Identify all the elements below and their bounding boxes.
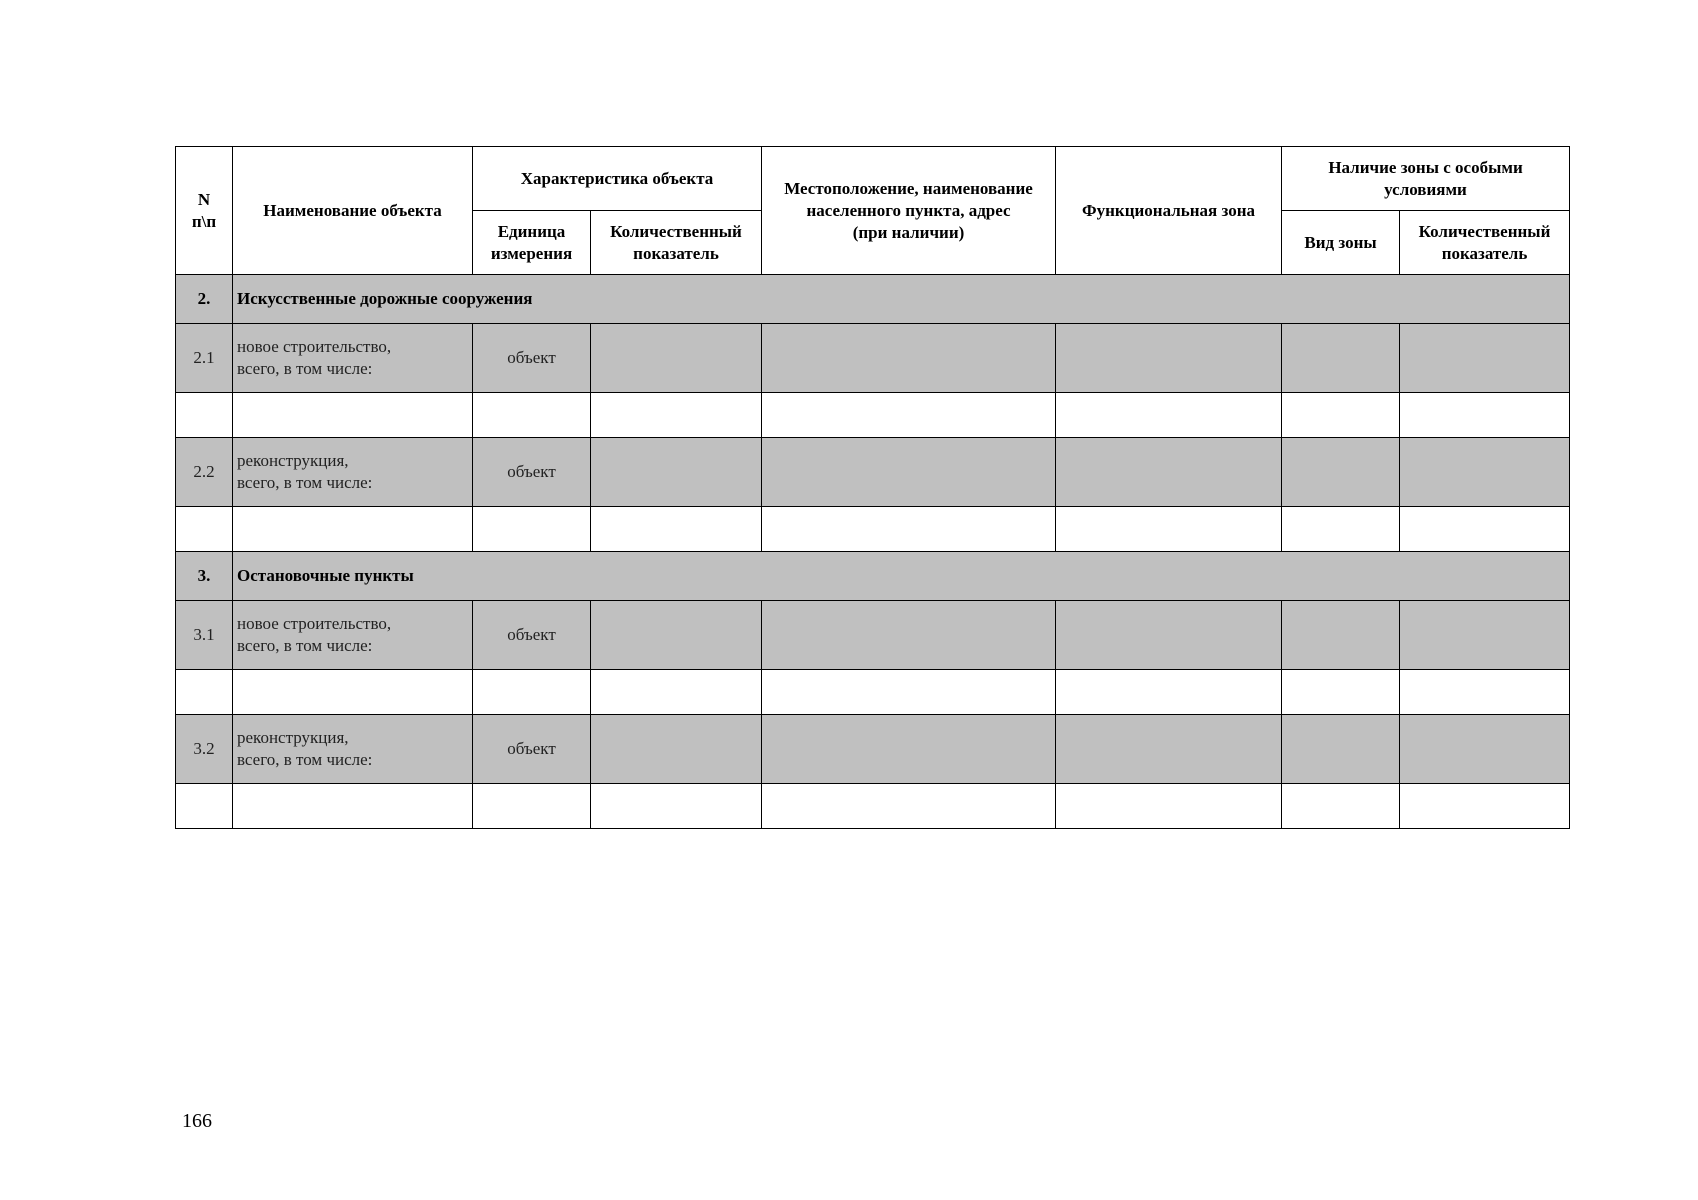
row-zone [1056,324,1282,393]
header-characteristics: Характеристика объекта [473,147,762,211]
row-location [762,601,1056,670]
header-zone-quantity: Количественный показатель [1400,211,1570,275]
row-number: 2.1 [176,324,233,393]
row-zone [1056,715,1282,784]
row-zone-type [1282,324,1400,393]
section-row [176,552,1570,601]
row-quantity [591,324,762,393]
row-unit: объект [473,438,591,507]
row-name: реконструкция, всего, в том числе: [233,438,473,507]
blank-row [176,393,1570,438]
row-number: 2.2 [176,438,233,507]
section-fill [762,275,1570,324]
objects-table [175,146,1570,829]
row-zone [1056,438,1282,507]
row-location [762,438,1056,507]
table-row [176,601,1570,670]
row-unit: объект [473,601,591,670]
row-name: новое строительство, всего, в том числе: [233,324,473,393]
table-row [176,715,1570,784]
table-row [176,438,1570,507]
row-quantity [591,715,762,784]
row-zone-quantity [1400,715,1570,784]
row-location [762,324,1056,393]
row-quantity [591,438,762,507]
section-title: Остановочные пункты [233,552,762,601]
blank-row [176,670,1570,715]
header-zone-type: Вид зоны [1282,211,1400,275]
blank-row [176,507,1570,552]
row-zone-quantity [1400,324,1570,393]
row-zone-quantity [1400,601,1570,670]
header-unit: Единица измерения [473,211,591,275]
row-unit: объект [473,324,591,393]
row-name: новое строительство, всего, в том числе: [233,601,473,670]
section-number: 2. [176,275,233,324]
header-num: N п\п [176,147,233,275]
section-title: Искусственные дорожные сооружения [233,275,762,324]
table-row [176,324,1570,393]
row-quantity [591,601,762,670]
section-row [176,275,1570,324]
header-special-zone: Наличие зоны с особыми условиями [1282,147,1570,211]
section-number: 3. [176,552,233,601]
row-zone-type [1282,438,1400,507]
row-name: реконструкция, всего, в том числе: [233,715,473,784]
blank-row [176,784,1570,829]
row-unit: объект [473,715,591,784]
header-quantity: Количественный показатель [591,211,762,275]
row-zone-type [1282,715,1400,784]
row-number: 3.2 [176,715,233,784]
row-zone [1056,601,1282,670]
row-zone-quantity [1400,438,1570,507]
header-name: Наименование объекта [233,147,473,275]
section-fill [762,552,1570,601]
header-functional-zone: Функциональная зона [1056,147,1282,275]
row-location [762,715,1056,784]
page-number: 166 [182,1110,212,1132]
row-zone-type [1282,601,1400,670]
header-location: Местоположение, наименование населенного пункта, адрес (при наличии) [762,147,1056,275]
row-number: 3.1 [176,601,233,670]
